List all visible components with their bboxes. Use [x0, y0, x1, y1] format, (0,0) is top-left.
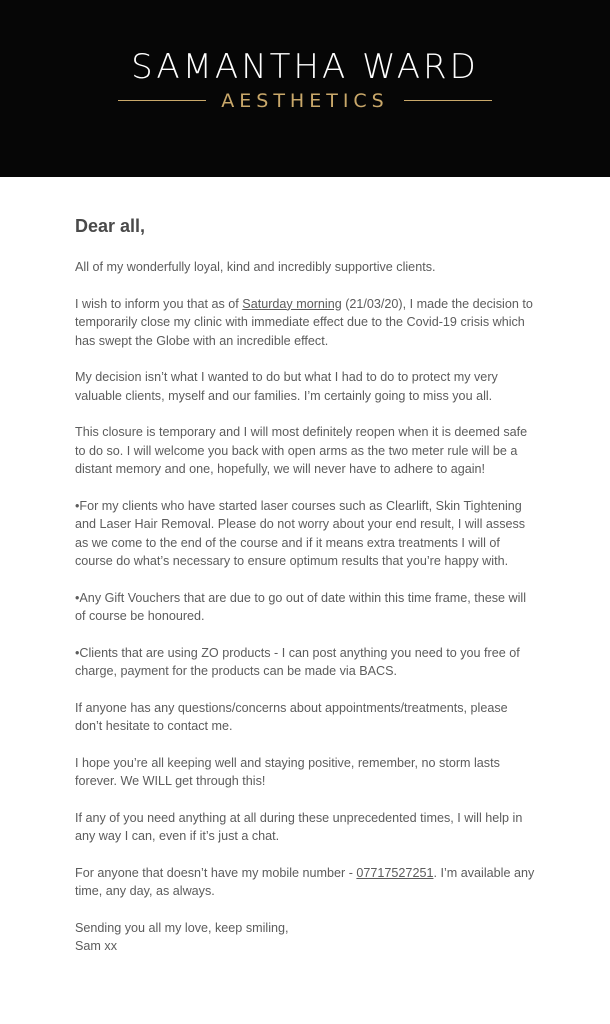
paragraph-help: If any of you need anything at all during these unprecedented times, I will help in any way I can, even if it’s just a chat.	[75, 810, 523, 843]
paragraph-gift-vouchers: •Any Gift Vouchers that are due to go out of date within this time frame, these will of course be honoured.	[75, 590, 527, 623]
brand-name: SAMANTHA WARD	[131, 47, 479, 87]
paragraph-text: . I’m available any time, any day, as always.	[75, 865, 535, 898]
date-link-saturday-morning[interactable]: Saturday morning	[242, 296, 342, 311]
signature-name: Sam xx	[75, 939, 117, 953]
paragraph-stay-positive: I hope you’re all keeping well and staying positive, remember, no storm lasts forever. We WILL get through this!	[75, 755, 500, 788]
paragraph-closure-notice	[75, 295, 535, 351]
brand-divider-left	[118, 100, 206, 101]
paragraph-text: (21/03/20), I made the decision to temporarily close my clinic with immediate effect due to the Covid-19 crisis which has swept the Globe with an incredible effect.	[75, 296, 533, 348]
paragraph-mobile	[75, 864, 535, 901]
paragraph-decision: My decision isn’t what I wanted to do but what I had to do to protect my very valuable clients, myself and our families. I’m certainly going to miss you all.	[75, 370, 498, 403]
letter-body	[75, 214, 535, 956]
brand-subtitle-row	[118, 88, 492, 114]
paragraph-text: For anyone that doesn’t have my mobile number -	[75, 865, 357, 880]
paragraph-laser-courses: •For my clients who have started laser courses such as Clearlift, Skin Tightening and Laser Hair Removal. Please do not worry about your end result, I will assess as we come to the end of the course and if it means extra treatments I will of course do what’s necessary to ensure optimum results that you’re happy with.	[75, 498, 526, 568]
paragraph-temporary: This closure is temporary and I will most definitely reopen when it is deemed safe to do so. I will welcome you back with open arms as the two meter rule will be a distant memory and one, hopefully, we will never have to adhere to again!	[75, 425, 528, 476]
paragraph-zo-products: •Clients that are using ZO products - I can post anything you need to you free of charge, payment for the products can be made via BACS.	[75, 645, 520, 678]
letter-greeting: Dear all,	[75, 216, 146, 236]
paragraph-text: I wish to inform you that as of	[75, 296, 243, 311]
brand-subtitle: AESTHETICS	[221, 90, 389, 112]
sign-off-line: Sending you all my love, keep smiling,	[75, 920, 289, 935]
brand-divider-right	[404, 100, 492, 101]
paragraph-clients: All of my wonderfully loyal, kind and incredibly supportive clients.	[75, 260, 436, 274]
paragraph-questions: If anyone has any questions/concerns about appointments/treatments, please don’t hesitate to contact me.	[75, 700, 508, 733]
phone-number-link[interactable]: 07717527251	[356, 865, 434, 880]
email-header-banner	[0, 0, 610, 177]
